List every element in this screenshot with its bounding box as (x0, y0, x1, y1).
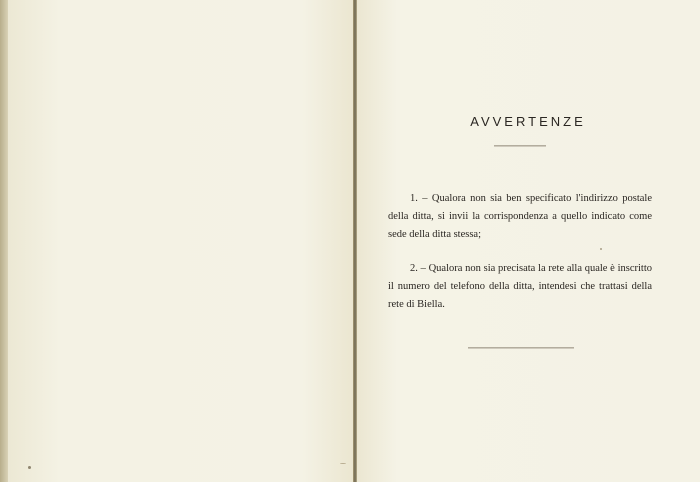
page-title: AVVERTENZE (470, 114, 586, 129)
note-2 (388, 260, 652, 314)
note-2-text: 2. – Qualora non sia precisata la rete alla quale è inscritto il numero del telefono della ditta, intendesi che trattasi della rete di Biella. (388, 263, 652, 310)
left-page-blank (8, 0, 354, 482)
paper-speck (28, 466, 31, 469)
book-edge (0, 0, 8, 482)
closing-divider (468, 347, 574, 349)
paper-speck (340, 463, 346, 464)
note-1-text: 1. – Qualora non sia ben specificato l'indirizzo postale della ditta, si invii la corrispondenza a quello indicato come sede della ditta stessa; (388, 193, 652, 240)
paper-speck (600, 248, 602, 250)
note-1 (388, 190, 652, 244)
book-gutter (353, 0, 357, 482)
title-divider (494, 145, 546, 147)
